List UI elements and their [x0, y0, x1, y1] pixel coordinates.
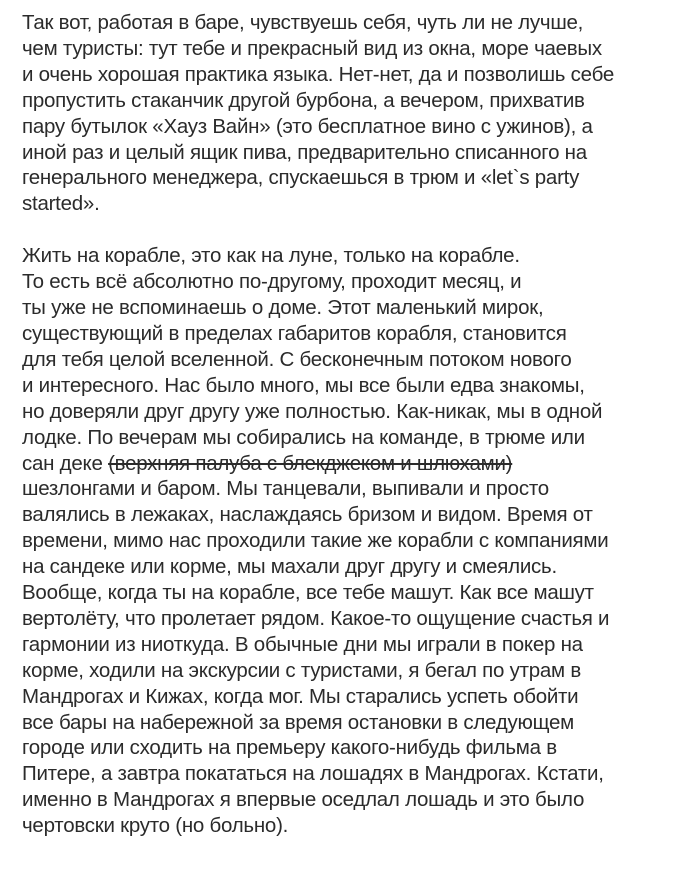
text-line: лодке. По вечерам мы собирались на команде, в трюме или: [22, 425, 585, 449]
text-line: для тебя целой вселенной. С бесконечным потоком нового: [22, 347, 572, 371]
text-line: пару бутылок «Хауз Вайн» (это бесплатное вино с ужинов), а: [22, 114, 593, 138]
text-line: и очень хорошая практика языка. Нет-нет, да и позволишь себе: [22, 62, 614, 86]
paragraph-ship-life: [22, 243, 692, 839]
text-line: на сандеке или корме, мы махали друг другу и смеялись.: [22, 555, 557, 579]
text-line: Так вот, работая в баре, чувствуешь себя, чуть ли не лучше,: [22, 11, 584, 34]
paragraph-bar-work: [22, 10, 692, 217]
text-line: но доверяли друг другу уже полностью. Как-никак, мы в одной: [22, 399, 603, 423]
text-line: именно в Мандрогах я впервые оседлал лошадь и это было: [22, 788, 585, 812]
text-line: чем туристы: тут тебе и прекрасный вид из окна, море чаевых: [22, 36, 602, 60]
text-line: генерального менеджера, спускаешься в трюм и «let`s party: [22, 166, 580, 190]
text-line: городе или сходить на премьеру какого-нибудь фильма в: [22, 736, 557, 760]
text-line: Питере, а завтра покататься на лошадях в Мандрогах. Кстати,: [22, 762, 604, 786]
text-line: времени, мимо нас проходили такие же корабли с компаниями: [22, 529, 609, 553]
text-segment: сан деке: [22, 451, 109, 475]
text-line: гармонии из ниоткуда. В обычные дни мы играли в покер на: [22, 632, 583, 656]
article-text: [22, 10, 692, 839]
text-line: вертолёту, что пролетает рядом. Какое-то ощущение счастья и: [22, 606, 610, 630]
text-line: Жить на корабле, это как на луне, только на корабле.: [22, 244, 520, 268]
text-line: все бары на набережной за время остановки в следующем: [22, 710, 574, 734]
text-line: чертовски круто (но больно).: [22, 814, 289, 838]
text-line: шезлонгами и баром. Мы танцевали, выпивали и просто: [22, 477, 549, 501]
text-line: Мандрогах и Кижах, когда мог. Мы старались успеть обойти: [22, 684, 579, 708]
text-line: Вообще, когда ты на корабле, все тебе машут. Как все машут: [22, 581, 594, 605]
text-line: корме, ходили на экскурсии с туристами, я бегал по утрам в: [22, 658, 581, 682]
text-line: started».: [22, 192, 100, 216]
text-line: существующий в пределах габаритов корабля, становится: [22, 321, 567, 345]
text-line: То есть всё абсолютно по-другому, проходит месяц, и: [22, 270, 522, 294]
text-line: пропустить стаканчик другой бурбона, а вечером, прихватив: [22, 88, 585, 112]
text-line: ты уже не вспоминаешь о доме. Этот маленький мирок,: [22, 296, 544, 320]
text-line: и интересного. Нас было много, мы все были едва знакомы,: [22, 373, 585, 397]
strikethrough-text: (верхняя палуба с блекджеком и шлюхами): [108, 451, 513, 475]
text-line: валялись в лежаках, наслаждаясь бризом и видом. Время от: [22, 503, 593, 527]
text-line: иной раз и целый ящик пива, предварительно списанного на: [22, 140, 587, 164]
text-line-with-strikethrough: [22, 451, 692, 477]
